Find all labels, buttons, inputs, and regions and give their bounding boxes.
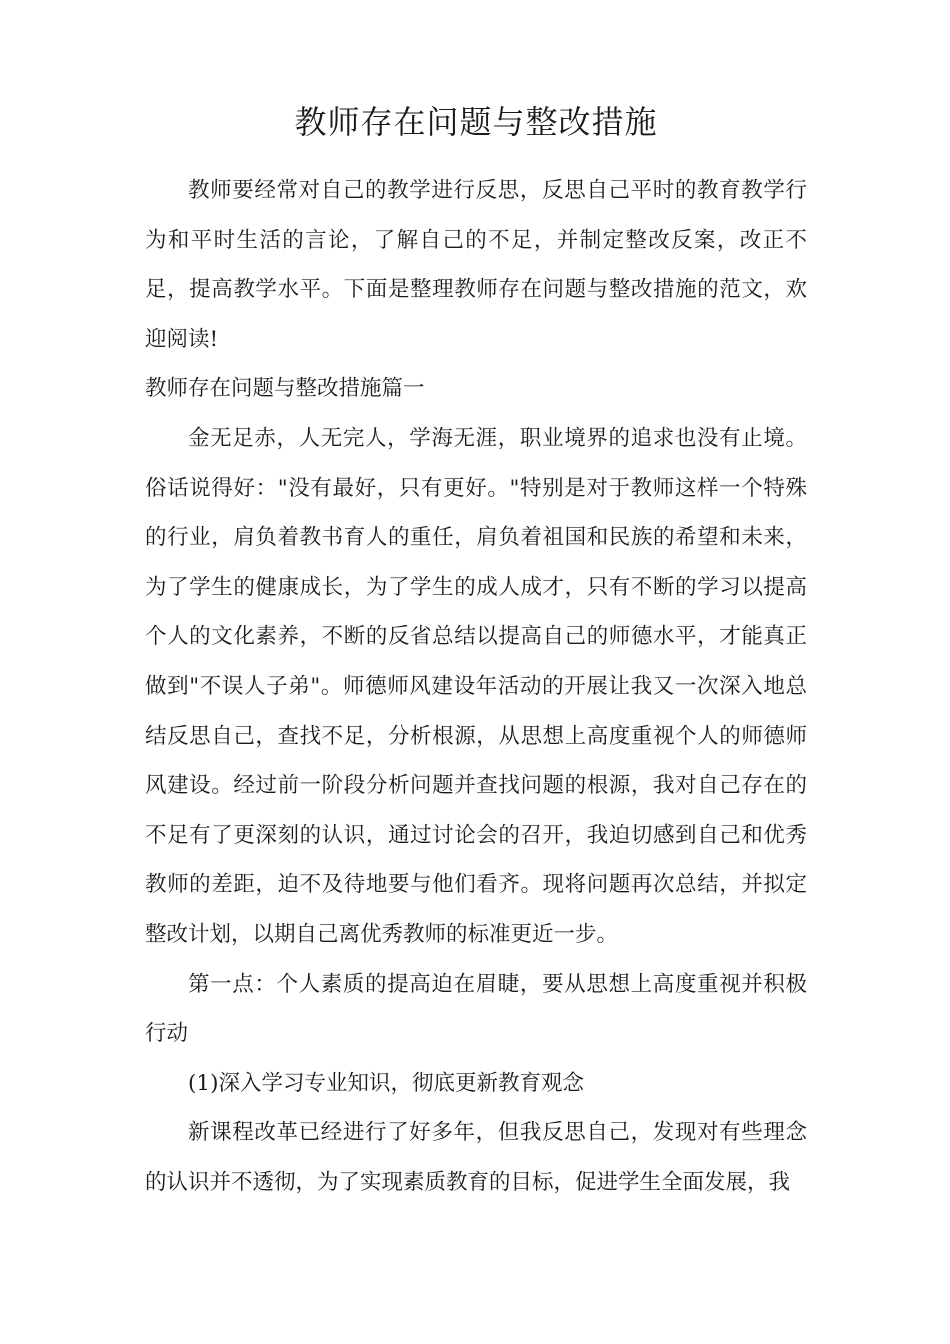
point-heading: 第一点：个人素质的提高迫在眉睫，要从思想上高度重视并积极行动: [145, 971, 807, 1047]
subpoint-heading: (1)深入学习专业知识，彻底更新教育观念: [188, 1070, 584, 1096]
paragraph-body: 金无足赤，人无完人，学海无涯，职业境界的追求也没有止境。俗话说得好："没有最好，只有更好。"特别是对于教师这样一个特殊的行业，肩负着教书育人的重任，肩负着祖国和民族的希望和未来，为了学生的健康成长，为了学生的成人成才，只有不断的学习以提高个人的文化素养，不断的反省总结以提高自己的师德水平，才能真正做到"不误人子弟"。师德师风建设年活动的开展让我又一次深入地总结反思自己，查找不足，分析根源，从思想上高度重视个人的师德师风建设。经过前一阶段分析问题并查找问题的根源，我对自己存在的不足有了更深刻的认识，通过讨论会的召开，我迫切感到自己和优秀教师的差距，迫不及待地要与他们看齐。现将问题再次总结，并拟定整改计划，以期自己离优秀教师的标准更近一步。: [145, 425, 807, 947]
section-heading: 教师存在问题与整改措施篇一: [145, 376, 425, 402]
paragraph-body-continued: 新课程改革已经进行了好多年，但我反思自己，发现对有些理念的认识并不透彻，为了实现素质教育的目标，促进学生全面发展，我: [145, 1120, 807, 1195]
paragraph-intro: 教师要经常对自己的教学进行反思，反思自己平时的教育教学行为和平时生活的言论，了解自己的不足，并制定整改反案，改正不足，提高教学水平。下面是整理教师存在问题与整改措施的范文，欢迎阅读!: [145, 178, 807, 352]
document-title: 教师存在问题与整改措施: [294, 103, 658, 141]
